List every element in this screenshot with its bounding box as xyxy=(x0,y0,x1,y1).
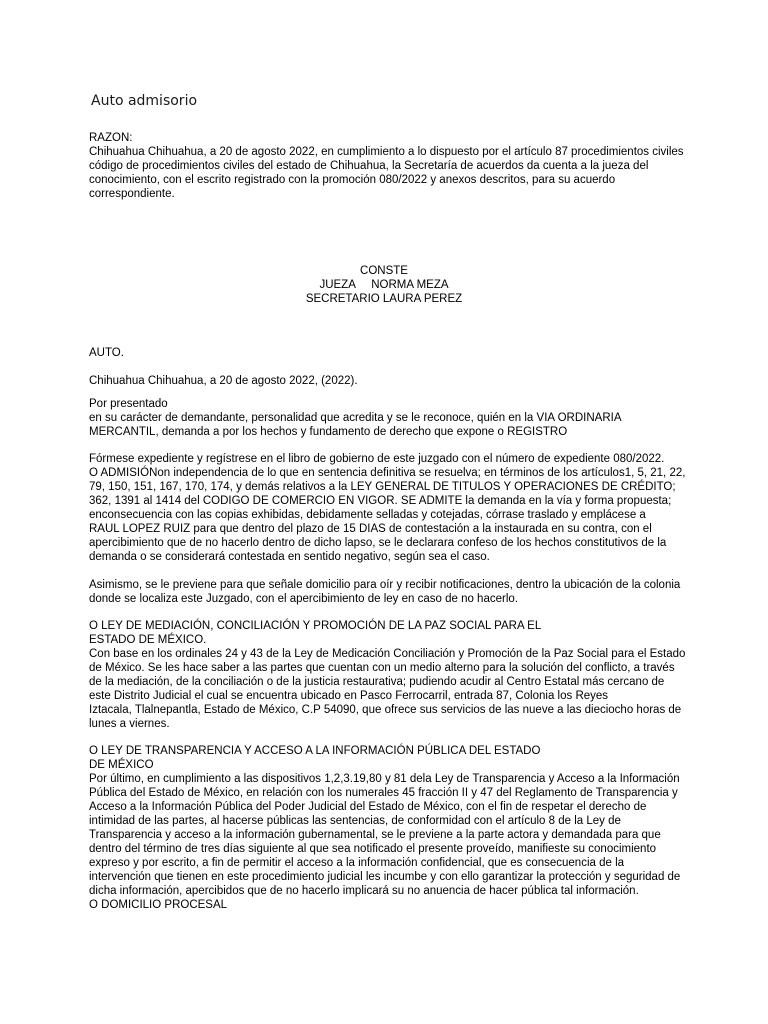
auto-date: Chihuahua Chihuahua, a 20 de agosto 2022, (2022). xyxy=(89,375,358,387)
transparencia-line: Transparencia y acceso a la información gubernamental, se le previene a la parte actora y demandada para que xyxy=(89,829,661,841)
expediente-line: 79, 150, 151, 167, 170, 174, y demás relativos a la LEY GENERAL DE TITULOS Y OPERACIONES DE CRÉDITO; xyxy=(89,481,676,493)
conste-heading: CONSTE xyxy=(360,265,408,277)
transparencia-line: expreso y por escrito, a fin de permitir el acceso a la información confidencial, que es consecuencia de la xyxy=(89,857,625,869)
presentado-line: MERCANTIL, demanda a por los hechos y fundamento de derecho que expone o REGISTRO xyxy=(89,426,568,438)
domicilio-procesal-heading: O DOMICILIO PROCESAL xyxy=(89,899,228,911)
auto-label: AUTO. xyxy=(89,347,124,359)
expediente-line: Fórmese expediente y regístrese en el libro de gobierno de este juzgado con el número de expediente 080/2022. xyxy=(89,453,665,465)
expediente-line: apercibimiento que de no hacerlo dentro de dicho lapso, se le declarara confeso de los hechos constitutivos de la xyxy=(89,537,667,549)
document-title: Auto admisorio xyxy=(91,93,198,109)
razon-line: Chihuahua Chihuahua, a 20 de agosto 2022, en cumplimiento a lo dispuesto por el artículo 87 procedimientos civiles xyxy=(89,146,684,158)
domicilio-line: donde se localiza este Juzgado, con el apercibimiento de ley en caso de no hacerlo. xyxy=(89,593,518,605)
conste-secretario: SECRETARIO LAURA PEREZ xyxy=(305,293,463,305)
mediacion-heading: ESTADO DE MÉXICO. xyxy=(89,634,207,646)
expediente-line: 362, 1391 al 1414 del CODIGO DE COMERCIO EN VIGOR. SE ADMITE la demanda en la vía y forma propuesta; xyxy=(89,495,672,507)
transparencia-heading: O LEY DE TRANSPARENCIA Y ACCESO A LA INFORMACIÓN PÚBLICA DEL ESTADO xyxy=(89,745,541,757)
expediente-line: demanda o se considerará contestada en sentido negativo, según sea el caso. xyxy=(89,551,490,563)
razon-line: conocimiento, con el escrito registrado con la promoción 080/2022 y anexos descritos, para su acuerdo xyxy=(89,174,616,186)
transparencia-line: Acceso a la Información Pública del Poder Judicial del Estado de México, con el fin de respetar el derecho de xyxy=(89,801,647,813)
transparencia-line: dicha información, apercibidos que de no hacerlo implicará su no anuencia de hacer pública tal información. xyxy=(89,885,639,897)
conste-jueza: JUEZA NORMA MEZA xyxy=(319,279,449,291)
presentado-line: Por presentado xyxy=(89,398,168,410)
mediacion-heading: O LEY DE MEDIACIÓN, CONCILIACIÓN Y PROMOCIÓN DE LA PAZ SOCIAL PARA EL xyxy=(89,620,542,632)
mediacion-line: este Distrito Judicial el cual se encuentra ubicado en Pasco Ferrocarril, entrada 87, Colonia los Reyes xyxy=(89,690,609,702)
razon-line: correspondiente. xyxy=(89,188,175,200)
expediente-line: RAUL LOPEZ RUIZ para que dentro del plazo de 15 DIAS de contestación a la instaurada en su contra, con el xyxy=(89,523,652,535)
transparencia-line: Pública del Estado de México, en relación con los numerales 45 fracción II y 47 del Reglamento de Transparencia y xyxy=(89,787,678,799)
mediacion-line: de la mediación, de la conciliación o de la justicia restaurativa; pudiendo acudir al Centro Estatal más cercano de xyxy=(89,676,665,688)
transparencia-line: Por último, en cumplimiento a las dispositivos 1,2,3.19,80 y 81 dela Ley de Transparencia y Acceso a la Información xyxy=(89,773,680,785)
expediente-line: O ADMISIÓNon independencia de lo que en sentencia definitiva se resuelva; en términos de los artículos1, 5, 21, 22, xyxy=(89,467,686,479)
mediacion-line: Con base en los ordinales 24 y 43 de la Ley de Medicación Conciliación y Promoción de la Paz Social para el Estado xyxy=(89,648,686,660)
razon-label: RAZON: xyxy=(89,132,133,144)
transparencia-line: intimidad de las partes, al hacerse públicas las sentencias, de conformidad con el artículo 8 de la Ley de xyxy=(89,815,621,827)
transparencia-line: dentro del término de tres días siguiente al que sea notificado el presente proveído, manifieste su conocimiento xyxy=(89,843,657,855)
transparencia-heading: DE MÉXICO xyxy=(89,759,154,771)
presentado-line: en su carácter de demandante, personalidad que acredita y se le reconoce, quién en la VIA ORDINARIA xyxy=(89,412,622,424)
mediacion-line: de México. Se les hace saber a las partes que cuentan con un medio alterno para la solución del conflicto, a través xyxy=(89,662,675,674)
mediacion-line: lunes a viernes. xyxy=(89,718,170,730)
transparencia-line: intervención que tienen en este procedimiento judicial les incumbe y con ello garantizar la protección y seguridad de xyxy=(89,871,681,883)
expediente-line: enconsecuencia con las copias exhibidas, debidamente selladas y cotejadas, córrase traslado y emplácese a xyxy=(89,509,646,521)
razon-line: código de procedimientos civiles del estado de Chihuahua, la Secretaría de acuerdos da cuenta a la jueza del xyxy=(89,160,649,172)
domicilio-line: Asimismo, se le previene para que señale domicilio para oír y recibir notificaciones, dentro la ubicación de la colonia xyxy=(89,579,681,591)
mediacion-line: Iztacala, Tlalnepantla, Estado de México, C.P 54090, que ofrece sus servicios de las nueve a las dieciocho horas de xyxy=(89,704,682,716)
